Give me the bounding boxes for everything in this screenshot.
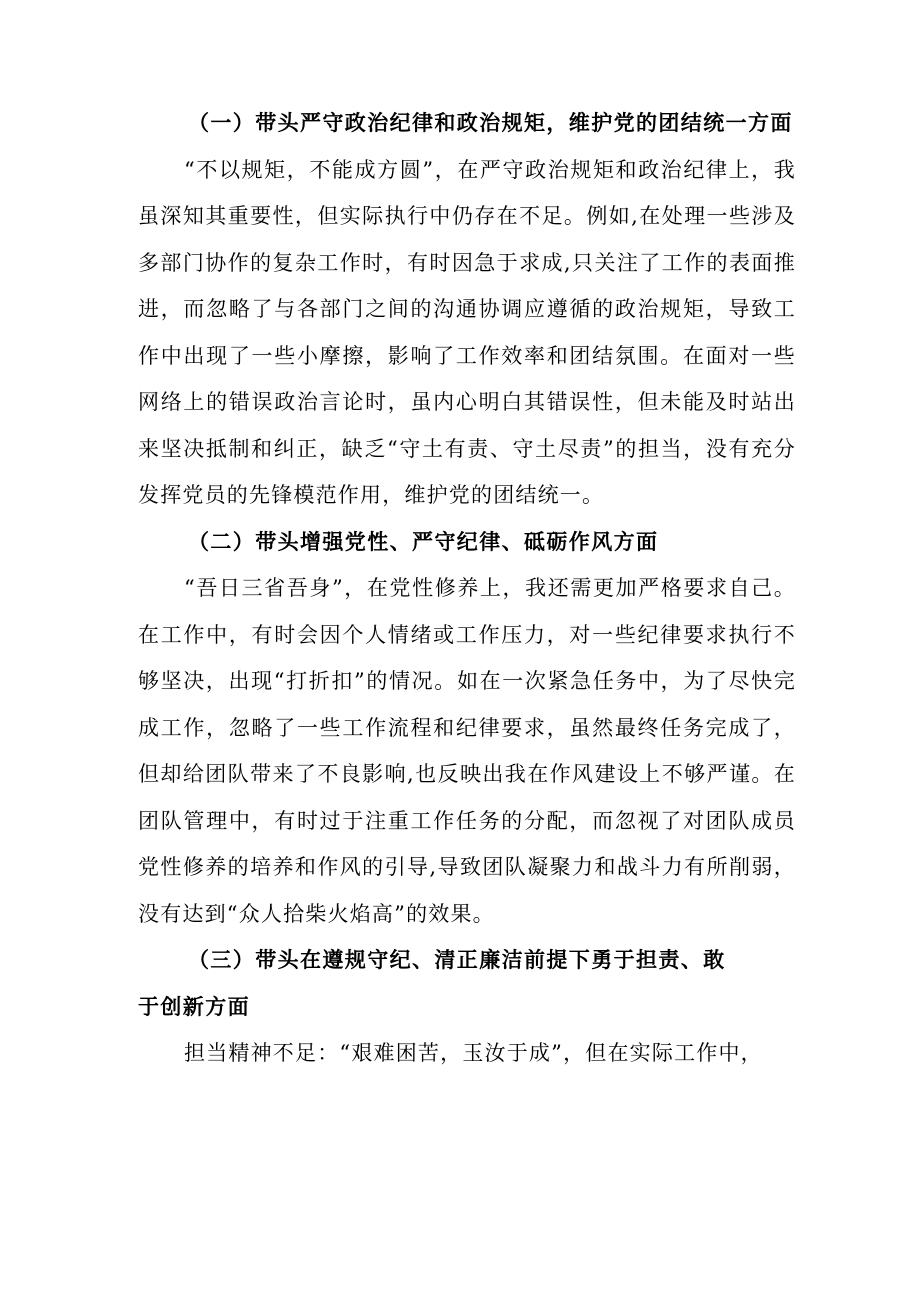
section-3-paragraph: 担当精神不足：“艰难困苦，玉汝于成”，但在实际工作中，: [184, 1041, 763, 1065]
section-1-heading: （一）带头严守政治纪律和政治规矩，维护党的团结统一方面: [188, 111, 793, 135]
section-3-heading-line2: 于创新方面: [138, 994, 250, 1019]
section-1-paragraph: “不以规矩，不能成方圆”，在严守政治规矩和政治纪律上，我虽深知其重要性，但实际执行中仍存在不足。例如,在处理一些涉及多部门协作的复杂工作时，有时因急于求成,只关注了工作的表面推进，而忽略了与各部门之间的沟通协调应遵循的政治规矩，导致工作中出现了一些小摩擦，影响了工作效率和团结氛围。在面对一些网络上的错误政治言论时，虽内心明白其错误性，但未能及时站出来坚决抵制和纠正，缺乏“守土有责、守土尽责”的担当，没有充分发挥党员的先锋模范作用，维护党的团结统一。: [138, 157, 796, 507]
section-2-heading: （二）带头增强党性、严守纪律、砥砺作风方面: [188, 529, 659, 554]
section-2-paragraph: “吾日三省吾身”，在党性修养上，我还需更加严格要求自己。在工作中，有时会因个人情绪或工作压力，对一些纪律要求执行不够坚决，出现“打折扣”的情况。如在一次紧急任务中，为了尽快完成工作，忽略了一些工作流程和纪律要求，虽然最终任务完成了，但却给团队带来了不良影响,也反映出我在作风建设上不够严谨。在团队管理中，有时过于注重工作任务的分配，而忽视了对团队成员党性修养的培养和作风的引导,导致团队凝聚力和战斗力有所削弱，没有达到“众人拾柴火焰高”的效果。: [138, 576, 796, 926]
document-page: [138, 100, 796, 1077]
section-3-heading-line1: （三）带头在遵规守纪、清正廉洁前提下勇于担责、敢: [188, 948, 726, 972]
section-3-heading: [138, 937, 796, 1030]
